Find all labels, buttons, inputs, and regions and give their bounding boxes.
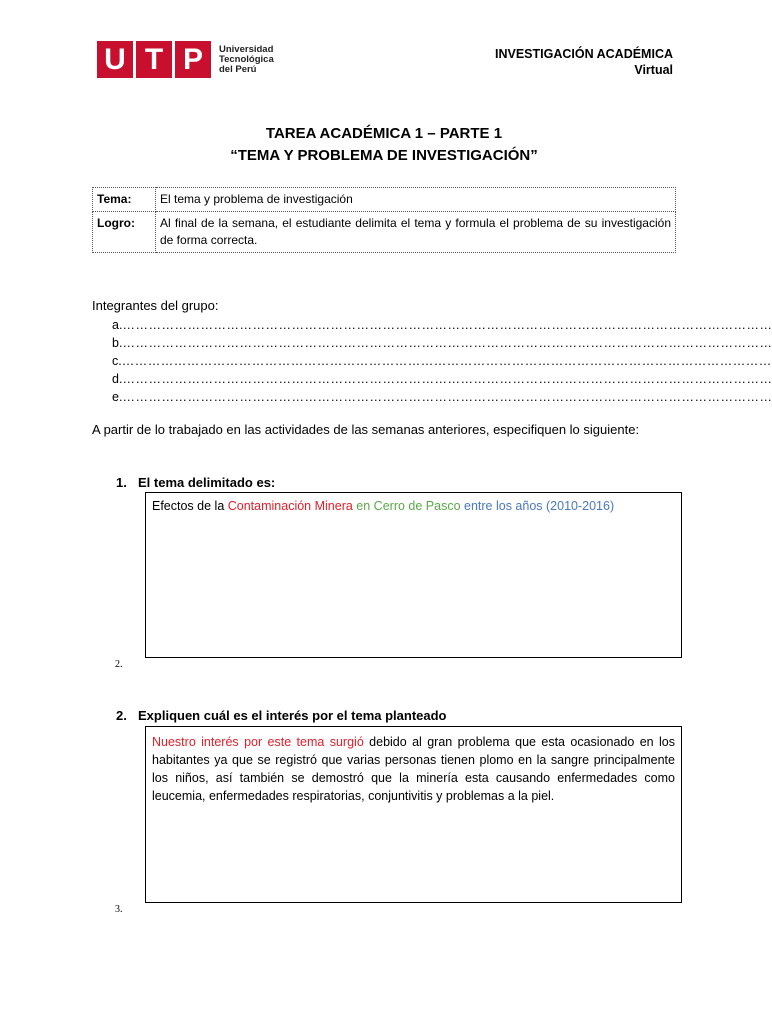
members-list	[112, 316, 772, 406]
logo-letter-p: P	[175, 41, 211, 78]
answer-highlight-green: en Cerro de Pasco	[356, 499, 461, 513]
members-title: Integrantes del grupo:	[92, 298, 219, 313]
header-course-info	[495, 46, 673, 78]
page-subtitle: “TEMA Y PROBLEMA DE INVESTIGACIÓN”	[230, 147, 538, 164]
answer-highlight-red: Nuestro interés por este tema surgió	[152, 735, 364, 749]
list-item	[112, 316, 772, 334]
list-item	[112, 388, 772, 406]
member-letter: b.	[112, 336, 123, 350]
member-letter: c.	[112, 354, 122, 368]
footnote-marker: 2.	[115, 659, 123, 670]
question-text: Expliquen cuál es el interés por el tema planteado	[138, 708, 447, 723]
question-text: El tema delimitado es:	[138, 475, 276, 490]
member-letter: a.	[112, 318, 123, 332]
page-title: TAREA ACADÉMICA 1 – PARTE 1	[265, 125, 503, 142]
member-blank: ……………………………………………………………………………………………………………………………………	[122, 372, 772, 386]
logo-letter-u: U	[97, 41, 133, 78]
logo-university-name	[219, 45, 274, 75]
info-label: Logro:	[93, 212, 156, 253]
header-course: INVESTIGACIÓN ACADÉMICA	[494, 47, 673, 61]
list-item	[112, 334, 772, 352]
logo-name-line: del Perú	[219, 63, 257, 75]
member-blank: ……………………………………………………………………………………………………………………………………	[122, 336, 772, 350]
info-table	[92, 187, 676, 253]
question-1	[116, 475, 275, 490]
question-2	[116, 708, 446, 723]
table-row	[93, 188, 676, 212]
logo-letters	[97, 41, 214, 78]
footnote-marker: 3.	[115, 904, 123, 915]
member-letter: e.	[112, 390, 123, 404]
answer-highlight-blue: entre los años (2010-2016)	[464, 499, 615, 513]
list-item	[112, 352, 772, 370]
logo-name-line: Tecnológica	[219, 53, 274, 65]
header-mode: Virtual	[634, 63, 673, 77]
list-item	[112, 370, 772, 388]
member-blank: ……………………………………………………………………………………………………………………………………	[121, 354, 772, 368]
logo-name-line: Universidad	[219, 43, 274, 55]
answer-box-2[interactable]	[145, 726, 682, 903]
question-number: 1.	[116, 475, 127, 490]
info-value: El tema y problema de investigación	[156, 188, 676, 212]
info-value: Al final de la semana, el estudiante delimita el tema y formula el problema de su investigación de forma correcta.	[156, 212, 676, 253]
member-blank: ……………………………………………………………………………………………………………………………………	[122, 390, 772, 404]
member-blank: ……………………………………………………………………………………………………………………………………	[122, 318, 772, 332]
question-number: 2.	[116, 708, 127, 723]
answer-text: debido al gran problema que esta ocasionado en los habitantes ya que se registró que varias personas tienen plomo en la sangre principalmente los niños, así también se demostró que la minería esta causando enfermedades como leucemia, enfermedades respiratorias, conjuntivitis y problemas a la piel.	[152, 735, 675, 803]
answer-text: Efectos de la	[152, 499, 228, 513]
answer-highlight-red: Contaminación Minera	[227, 499, 353, 513]
answer-box-1[interactable]	[145, 492, 682, 658]
info-label: Tema:	[93, 188, 156, 212]
member-letter: d.	[112, 372, 123, 386]
table-row	[93, 212, 676, 253]
utp-logo	[97, 41, 274, 78]
intro-paragraph: A partir de lo trabajado en las actividades de las semanas anteriores, especifiquen lo siguiente:	[92, 422, 640, 437]
logo-letter-t: T	[136, 41, 172, 78]
